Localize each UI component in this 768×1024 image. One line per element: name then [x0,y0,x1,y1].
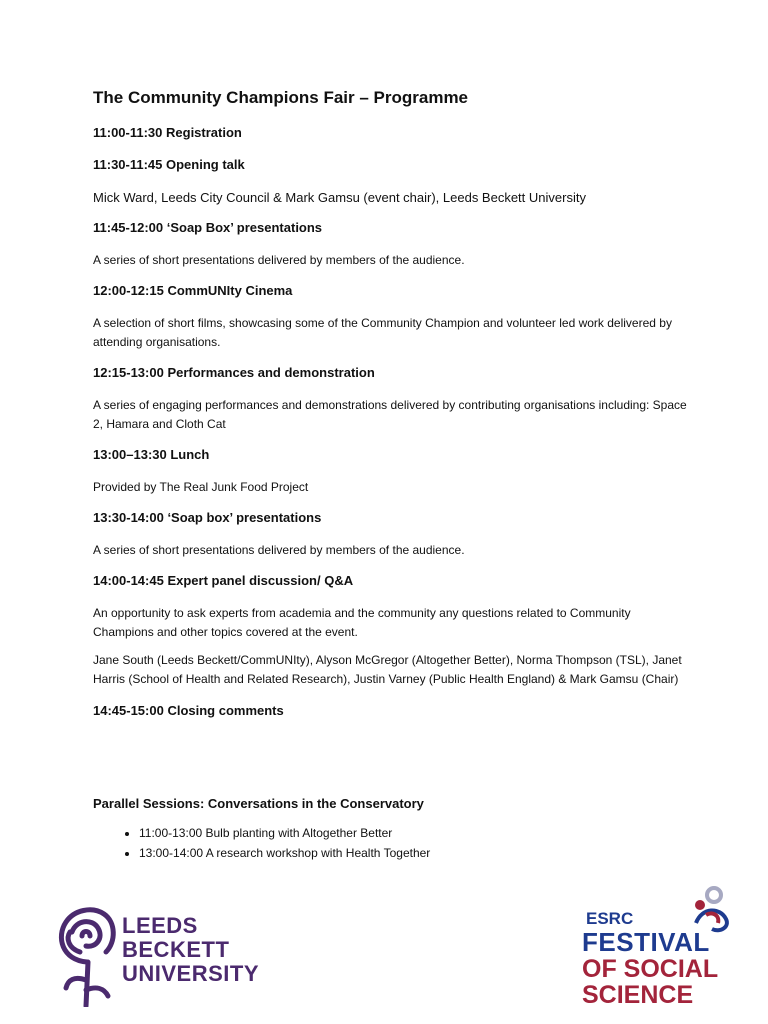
slot-description: Provided by The Real Junk Food Project [93,480,309,494]
slot-heading: 11:00-11:30 Registration [93,125,242,140]
lbu-line-3: UNIVERSITY [122,961,260,986]
slot-expert-panel [93,573,693,689]
slot-description: Mick Ward, Leeds City Council & Mark Gamsu (event chair), Leeds Beckett University [93,190,586,205]
leeds-beckett-logo [52,902,260,1007]
slot-description: A series of short presentations delivered by members of the audience. [93,253,465,267]
lbu-wordmark [122,914,259,986]
list-item: • 13:00-14:00 A research workshop with Health Together [139,843,693,863]
slot-heading: 11:30-11:45 Opening talk [93,157,245,172]
slot-heading: 13:00–13:30 Lunch [93,447,210,462]
slot-description: An opportunity to ask experts from academia and the community any questions related to Community Champions and other topics covered at the event. [93,606,631,639]
slot-heading: 14:00-14:45 Expert panel discussion/ Q&A [93,573,354,588]
slot-registration [93,125,693,141]
slot-description: A selection of short films, showcasing some of the Community Champion and volunteer led work delivered by attending organisations. [93,316,672,349]
slot-soapbox-1 [93,220,693,270]
slot-lunch [93,447,693,497]
lbu-line-1: LEEDS [122,913,198,938]
slot-heading: 11:45-12:00 ‘Soap Box’ presentations [93,220,323,235]
rose-icon [52,902,122,1007]
esrc-line-3: OF SOCIAL [582,955,719,983]
slot-closing [93,703,693,719]
lbu-line-2: BECKETT [122,937,230,962]
list-item: • 11:00-13:00 Bulb planting with Altogether Better [139,823,693,843]
panel-participants: Jane South (Leeds Beckett/CommUNIty), Alyson McGregor (Altogether Better), Norma Thompson (TSL), Janet Harris (School of Health and Related Research), Justin Varney (Public Health England) & Mark Gamsu (Chair) [93,653,682,686]
slot-description: A series of engaging performances and demonstrations delivered by contributing organisations including: Space 2, Hamara and Cloth Cat [93,398,687,431]
slot-heading: 12:15-13:00 Performances and demonstration [93,365,375,380]
slot-heading: 14:45-15:00 Closing comments [93,703,284,718]
esrc-line-4: SCIENCE [582,981,694,1009]
parallel-sessions [93,796,693,863]
esrc-festival-logo [582,885,732,1010]
page-title: The Community Champions Fair – Programme [93,88,469,107]
slot-description: A series of short presentations delivered by members of the audience. [93,543,465,557]
programme-document [93,88,693,735]
slot-performances [93,365,693,434]
parallel-list [93,823,693,863]
slot-heading: 13:30-14:00 ‘Soap box’ presentations [93,510,322,525]
slot-soapbox-2 [93,510,693,560]
parallel-heading: Parallel Sessions: Conversations in the Conservatory [93,796,424,811]
slot-heading: 12:00-12:15 CommUNIty Cinema [93,283,293,298]
slot-community-cinema [93,283,693,352]
slot-opening-talk [93,157,693,207]
esrc-line-2: FESTIVAL [582,927,710,957]
esrc-line-1: ESRC [586,909,634,928]
